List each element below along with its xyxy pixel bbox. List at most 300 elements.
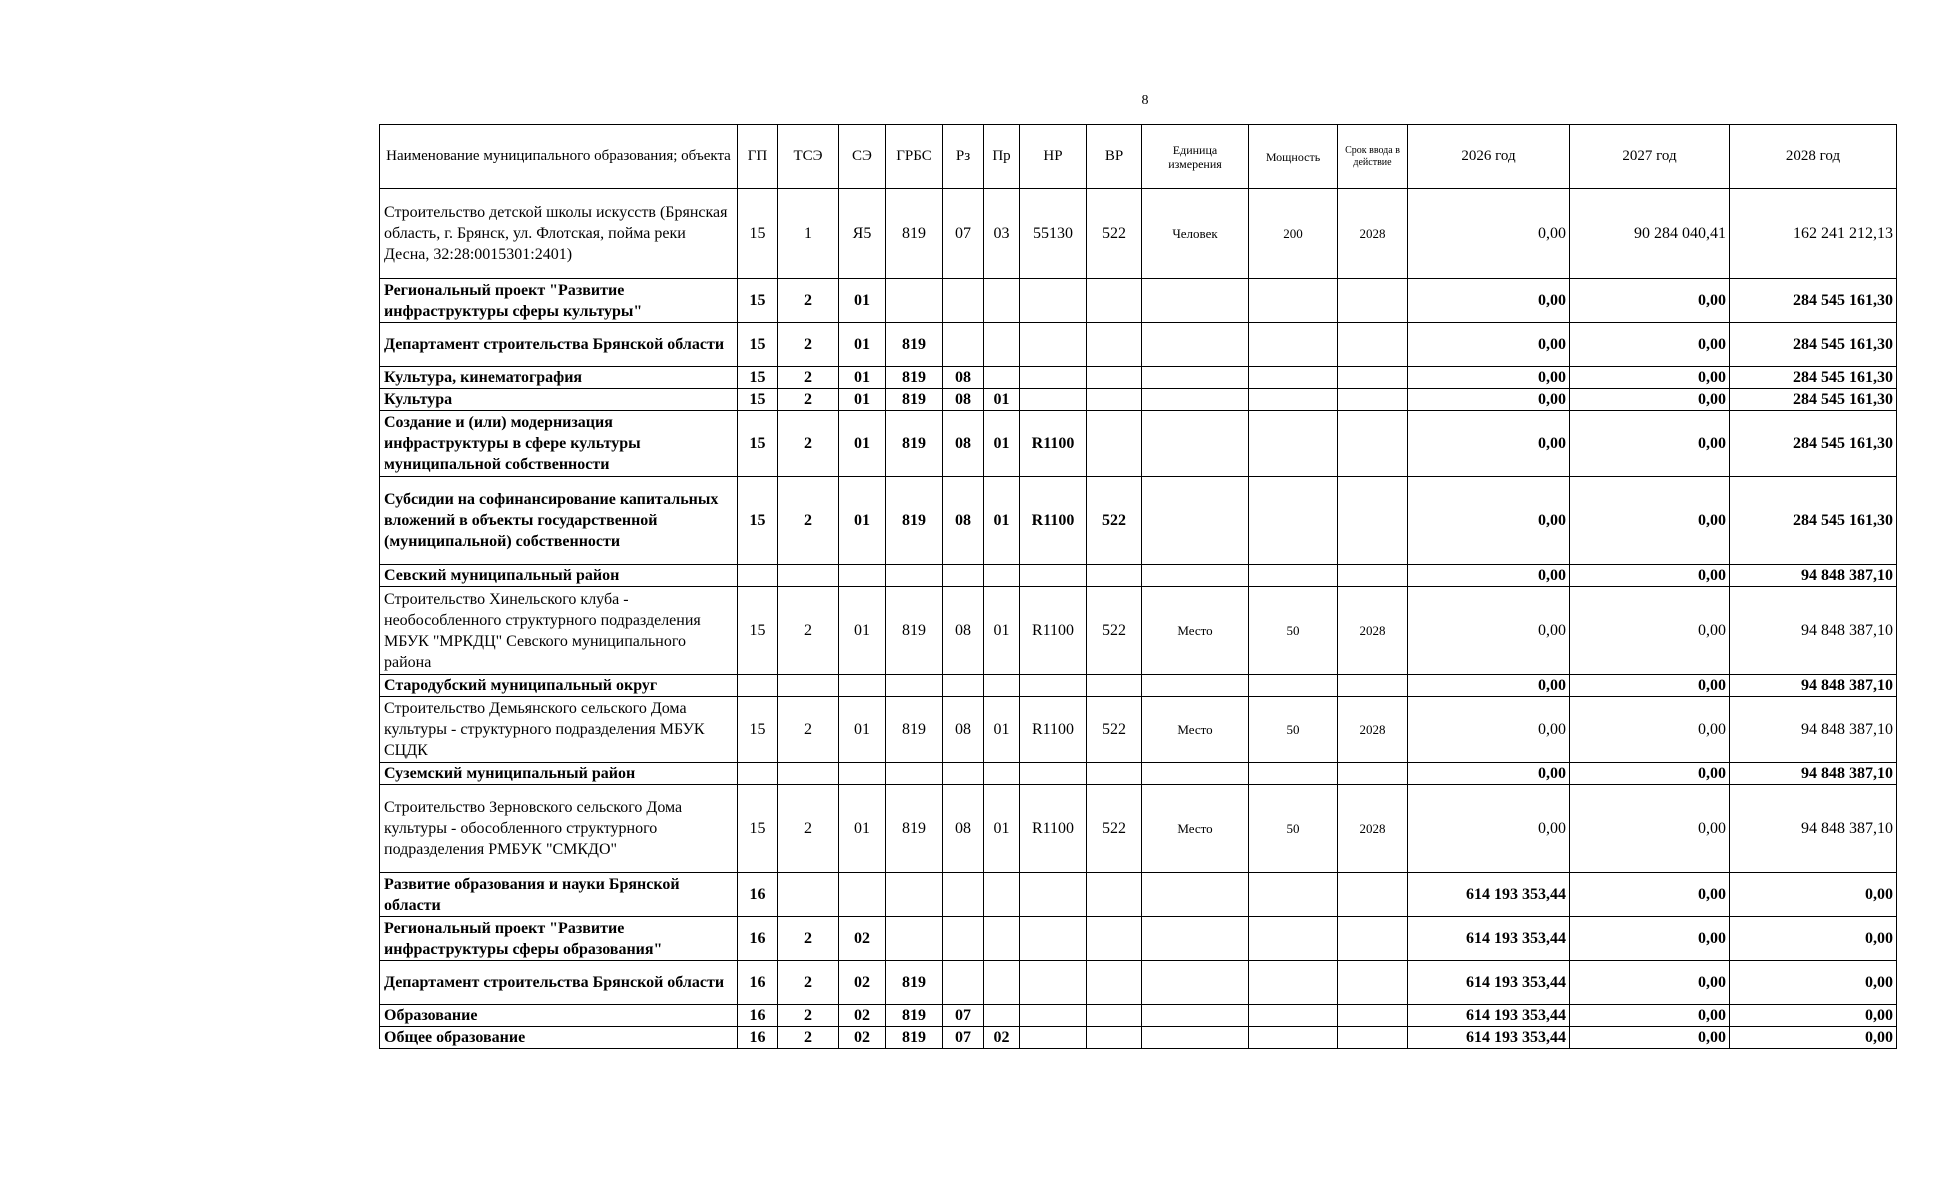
cell-nr bbox=[1020, 1005, 1087, 1027]
cell-year-2026: 614 193 353,44 bbox=[1408, 917, 1570, 961]
cell-year-2027: 0,00 bbox=[1570, 763, 1730, 785]
header-vr: ВР bbox=[1087, 125, 1142, 189]
cell-grbs: 819 bbox=[886, 323, 943, 367]
cell-gp: 16 bbox=[738, 1005, 778, 1027]
cell-name: Департамент строительства Брянской области bbox=[380, 323, 738, 367]
cell-year-2028: 284 545 161,30 bbox=[1730, 367, 1897, 389]
cell-nr bbox=[1020, 961, 1087, 1005]
cell-capacity bbox=[1249, 389, 1338, 411]
cell-year-2026: 0,00 bbox=[1408, 189, 1570, 279]
cell-term bbox=[1338, 411, 1408, 477]
cell-pr bbox=[984, 1005, 1020, 1027]
cell-vr bbox=[1087, 389, 1142, 411]
table-row bbox=[380, 1005, 1897, 1027]
cell-year-2028: 0,00 bbox=[1730, 1005, 1897, 1027]
cell-se: 01 bbox=[839, 279, 886, 323]
cell-term: 2028 bbox=[1338, 587, 1408, 675]
cell-se: 01 bbox=[839, 785, 886, 873]
cell-grbs: 819 bbox=[886, 961, 943, 1005]
cell-vr bbox=[1087, 279, 1142, 323]
cell-unit bbox=[1142, 565, 1249, 587]
cell-vr bbox=[1087, 917, 1142, 961]
cell-pr: 01 bbox=[984, 477, 1020, 565]
cell-nr: R1100 bbox=[1020, 587, 1087, 675]
cell-tse: 2 bbox=[778, 389, 839, 411]
cell-year-2026: 0,00 bbox=[1408, 587, 1570, 675]
cell-pr bbox=[984, 763, 1020, 785]
cell-tse bbox=[778, 675, 839, 697]
cell-nr bbox=[1020, 279, 1087, 323]
cell-nr bbox=[1020, 389, 1087, 411]
cell-year-2026: 0,00 bbox=[1408, 323, 1570, 367]
cell-nr: R1100 bbox=[1020, 785, 1087, 873]
cell-year-2028: 0,00 bbox=[1730, 961, 1897, 1005]
cell-year-2027: 0,00 bbox=[1570, 279, 1730, 323]
cell-unit bbox=[1142, 279, 1249, 323]
cell-term bbox=[1338, 917, 1408, 961]
cell-tse: 2 bbox=[778, 477, 839, 565]
cell-name: Севский муниципальный район bbox=[380, 565, 738, 587]
header-2026: 2026 год bbox=[1408, 125, 1570, 189]
cell-unit bbox=[1142, 477, 1249, 565]
cell-year-2028: 162 241 212,13 bbox=[1730, 189, 1897, 279]
cell-tse: 2 bbox=[778, 279, 839, 323]
cell-pr bbox=[984, 873, 1020, 917]
cell-se: 02 bbox=[839, 961, 886, 1005]
table-row bbox=[380, 189, 1897, 279]
cell-capacity bbox=[1249, 917, 1338, 961]
cell-vr: 522 bbox=[1087, 785, 1142, 873]
table-row bbox=[380, 873, 1897, 917]
cell-tse: 2 bbox=[778, 1027, 839, 1049]
cell-year-2026: 0,00 bbox=[1408, 477, 1570, 565]
cell-grbs: 819 bbox=[886, 189, 943, 279]
cell-year-2028: 0,00 bbox=[1730, 873, 1897, 917]
cell-rz: 08 bbox=[943, 411, 984, 477]
cell-year-2027: 0,00 bbox=[1570, 587, 1730, 675]
cell-se: 01 bbox=[839, 411, 886, 477]
cell-se: 01 bbox=[839, 697, 886, 763]
cell-rz bbox=[943, 565, 984, 587]
cell-gp: 16 bbox=[738, 917, 778, 961]
cell-term bbox=[1338, 675, 1408, 697]
cell-unit bbox=[1142, 323, 1249, 367]
cell-vr: 522 bbox=[1087, 587, 1142, 675]
cell-tse: 2 bbox=[778, 917, 839, 961]
cell-rz: 08 bbox=[943, 389, 984, 411]
cell-term bbox=[1338, 1027, 1408, 1049]
cell-capacity bbox=[1249, 763, 1338, 785]
cell-rz: 07 bbox=[943, 189, 984, 279]
cell-se: 01 bbox=[839, 477, 886, 565]
cell-year-2026: 614 193 353,44 bbox=[1408, 1027, 1570, 1049]
cell-nr: R1100 bbox=[1020, 697, 1087, 763]
cell-nr: 55130 bbox=[1020, 189, 1087, 279]
cell-capacity bbox=[1249, 565, 1338, 587]
cell-year-2027: 0,00 bbox=[1570, 323, 1730, 367]
cell-vr bbox=[1087, 411, 1142, 477]
budget-table bbox=[379, 124, 1897, 1049]
cell-unit: Место bbox=[1142, 587, 1249, 675]
cell-nr bbox=[1020, 1027, 1087, 1049]
cell-gp bbox=[738, 675, 778, 697]
cell-term bbox=[1338, 961, 1408, 1005]
cell-term bbox=[1338, 323, 1408, 367]
header-capacity: Мощность bbox=[1249, 125, 1338, 189]
cell-year-2026: 614 193 353,44 bbox=[1408, 873, 1570, 917]
cell-gp: 15 bbox=[738, 411, 778, 477]
cell-tse: 1 bbox=[778, 189, 839, 279]
table-row bbox=[380, 697, 1897, 763]
cell-capacity bbox=[1249, 961, 1338, 1005]
cell-vr bbox=[1087, 873, 1142, 917]
cell-grbs bbox=[886, 763, 943, 785]
cell-capacity: 50 bbox=[1249, 697, 1338, 763]
cell-term: 2028 bbox=[1338, 785, 1408, 873]
cell-name: Строительство Зерновского сельского Дома культуры - обособленного структурного подразделения РМБУК "СМКДО" bbox=[380, 785, 738, 873]
cell-year-2028: 94 848 387,10 bbox=[1730, 697, 1897, 763]
cell-se bbox=[839, 763, 886, 785]
cell-unit bbox=[1142, 675, 1249, 697]
cell-nr: R1100 bbox=[1020, 411, 1087, 477]
cell-capacity bbox=[1249, 873, 1338, 917]
cell-name: Создание и (или) модернизация инфраструктуры в сфере культуры муниципальной собственности bbox=[380, 411, 738, 477]
cell-pr bbox=[984, 323, 1020, 367]
cell-unit bbox=[1142, 961, 1249, 1005]
cell-se: 01 bbox=[839, 323, 886, 367]
cell-grbs: 819 bbox=[886, 367, 943, 389]
cell-year-2026: 0,00 bbox=[1408, 367, 1570, 389]
cell-vr bbox=[1087, 565, 1142, 587]
table-row bbox=[380, 961, 1897, 1005]
cell-gp bbox=[738, 565, 778, 587]
cell-unit bbox=[1142, 763, 1249, 785]
cell-nr: R1100 bbox=[1020, 477, 1087, 565]
cell-rz bbox=[943, 763, 984, 785]
cell-year-2028: 94 848 387,10 bbox=[1730, 785, 1897, 873]
header-unit: Единица измерения bbox=[1142, 125, 1249, 189]
cell-vr: 522 bbox=[1087, 477, 1142, 565]
cell-nr bbox=[1020, 675, 1087, 697]
cell-se: 01 bbox=[839, 389, 886, 411]
cell-year-2027: 0,00 bbox=[1570, 697, 1730, 763]
cell-unit bbox=[1142, 367, 1249, 389]
cell-unit: Место bbox=[1142, 785, 1249, 873]
cell-term bbox=[1338, 763, 1408, 785]
cell-capacity bbox=[1249, 367, 1338, 389]
cell-name: Региональный проект "Развитие инфраструктуры сферы культуры" bbox=[380, 279, 738, 323]
cell-nr bbox=[1020, 873, 1087, 917]
cell-rz bbox=[943, 323, 984, 367]
cell-unit: Место bbox=[1142, 697, 1249, 763]
cell-pr: 01 bbox=[984, 697, 1020, 763]
cell-year-2027: 0,00 bbox=[1570, 1027, 1730, 1049]
cell-year-2028: 284 545 161,30 bbox=[1730, 323, 1897, 367]
cell-tse: 2 bbox=[778, 323, 839, 367]
cell-grbs bbox=[886, 873, 943, 917]
cell-year-2026: 614 193 353,44 bbox=[1408, 1005, 1570, 1027]
cell-year-2026: 0,00 bbox=[1408, 279, 1570, 323]
header-term: Срок ввода в действие bbox=[1338, 125, 1408, 189]
cell-pr: 01 bbox=[984, 389, 1020, 411]
cell-name: Строительство Хинельского клуба - необособленного структурного подразделения МБУК "МРКДЦ" Севского муниципального района bbox=[380, 587, 738, 675]
cell-grbs: 819 bbox=[886, 1005, 943, 1027]
cell-grbs bbox=[886, 675, 943, 697]
cell-pr: 02 bbox=[984, 1027, 1020, 1049]
cell-tse bbox=[778, 873, 839, 917]
cell-gp: 15 bbox=[738, 279, 778, 323]
cell-grbs: 819 bbox=[886, 785, 943, 873]
cell-capacity: 50 bbox=[1249, 785, 1338, 873]
cell-nr bbox=[1020, 323, 1087, 367]
cell-year-2027: 0,00 bbox=[1570, 389, 1730, 411]
cell-nr bbox=[1020, 565, 1087, 587]
cell-unit: Человек bbox=[1142, 189, 1249, 279]
cell-rz: 07 bbox=[943, 1027, 984, 1049]
table-row bbox=[380, 917, 1897, 961]
cell-gp: 15 bbox=[738, 367, 778, 389]
cell-grbs: 819 bbox=[886, 389, 943, 411]
cell-unit bbox=[1142, 1027, 1249, 1049]
cell-se bbox=[839, 873, 886, 917]
cell-gp: 15 bbox=[738, 785, 778, 873]
cell-rz: 08 bbox=[943, 587, 984, 675]
table-row bbox=[380, 675, 1897, 697]
cell-vr bbox=[1087, 763, 1142, 785]
cell-unit bbox=[1142, 411, 1249, 477]
cell-unit bbox=[1142, 389, 1249, 411]
table-row bbox=[380, 763, 1897, 785]
table-row bbox=[380, 477, 1897, 565]
cell-unit bbox=[1142, 1005, 1249, 1027]
cell-rz bbox=[943, 873, 984, 917]
header-pr: Пр bbox=[984, 125, 1020, 189]
page-number: 8 bbox=[1141, 93, 1149, 108]
cell-grbs bbox=[886, 279, 943, 323]
cell-year-2027: 90 284 040,41 bbox=[1570, 189, 1730, 279]
cell-capacity: 50 bbox=[1249, 587, 1338, 675]
cell-capacity bbox=[1249, 675, 1338, 697]
cell-tse: 2 bbox=[778, 1005, 839, 1027]
cell-pr bbox=[984, 917, 1020, 961]
cell-year-2027: 0,00 bbox=[1570, 675, 1730, 697]
cell-capacity bbox=[1249, 323, 1338, 367]
cell-year-2026: 0,00 bbox=[1408, 411, 1570, 477]
cell-year-2026: 0,00 bbox=[1408, 675, 1570, 697]
cell-se: Я5 bbox=[839, 189, 886, 279]
cell-se: 02 bbox=[839, 1005, 886, 1027]
cell-name: Строительство Демьянского сельского Дома культуры - структурного подразделения МБУК СЦДК bbox=[380, 697, 738, 763]
cell-gp: 15 bbox=[738, 477, 778, 565]
cell-se: 01 bbox=[839, 367, 886, 389]
cell-tse: 2 bbox=[778, 587, 839, 675]
cell-pr bbox=[984, 565, 1020, 587]
cell-name: Региональный проект "Развитие инфраструктуры сферы образования" bbox=[380, 917, 738, 961]
cell-gp: 15 bbox=[738, 389, 778, 411]
cell-term bbox=[1338, 367, 1408, 389]
cell-grbs: 819 bbox=[886, 1027, 943, 1049]
cell-year-2027: 0,00 bbox=[1570, 367, 1730, 389]
cell-year-2028: 0,00 bbox=[1730, 1027, 1897, 1049]
cell-pr: 01 bbox=[984, 785, 1020, 873]
cell-unit bbox=[1142, 873, 1249, 917]
cell-name: Департамент строительства Брянской области bbox=[380, 961, 738, 1005]
cell-tse bbox=[778, 763, 839, 785]
header-2027: 2027 год bbox=[1570, 125, 1730, 189]
cell-gp: 15 bbox=[738, 323, 778, 367]
cell-grbs: 819 bbox=[886, 477, 943, 565]
cell-year-2027: 0,00 bbox=[1570, 917, 1730, 961]
cell-term bbox=[1338, 873, 1408, 917]
cell-pr: 01 bbox=[984, 587, 1020, 675]
cell-term bbox=[1338, 1005, 1408, 1027]
cell-year-2026: 0,00 bbox=[1408, 565, 1570, 587]
cell-pr: 03 bbox=[984, 189, 1020, 279]
cell-year-2026: 0,00 bbox=[1408, 697, 1570, 763]
cell-capacity bbox=[1249, 1005, 1338, 1027]
cell-tse: 2 bbox=[778, 411, 839, 477]
cell-year-2028: 284 545 161,30 bbox=[1730, 477, 1897, 565]
cell-gp: 15 bbox=[738, 697, 778, 763]
cell-rz bbox=[943, 917, 984, 961]
cell-capacity bbox=[1249, 411, 1338, 477]
cell-tse: 2 bbox=[778, 697, 839, 763]
header-se: СЭ bbox=[839, 125, 886, 189]
table-row bbox=[380, 279, 1897, 323]
cell-year-2028: 284 545 161,30 bbox=[1730, 279, 1897, 323]
cell-year-2028: 94 848 387,10 bbox=[1730, 587, 1897, 675]
cell-name: Общее образование bbox=[380, 1027, 738, 1049]
cell-rz bbox=[943, 279, 984, 323]
cell-year-2026: 0,00 bbox=[1408, 785, 1570, 873]
cell-term bbox=[1338, 565, 1408, 587]
cell-nr bbox=[1020, 367, 1087, 389]
cell-capacity bbox=[1249, 1027, 1338, 1049]
cell-se bbox=[839, 675, 886, 697]
cell-name: Стародубский муниципальный округ bbox=[380, 675, 738, 697]
cell-rz bbox=[943, 961, 984, 1005]
cell-se: 01 bbox=[839, 587, 886, 675]
header-tse: ТСЭ bbox=[778, 125, 839, 189]
cell-name: Субсидии на софинансирование капитальных вложений в объекты государственной (муниципальной) собственности bbox=[380, 477, 738, 565]
cell-tse: 2 bbox=[778, 961, 839, 1005]
table-row bbox=[380, 785, 1897, 873]
table-row bbox=[380, 1027, 1897, 1049]
cell-vr: 522 bbox=[1087, 189, 1142, 279]
cell-name: Суземский муниципальный район bbox=[380, 763, 738, 785]
cell-vr: 522 bbox=[1087, 697, 1142, 763]
cell-grbs: 819 bbox=[886, 697, 943, 763]
header-nr: НР bbox=[1020, 125, 1087, 189]
cell-term: 2028 bbox=[1338, 697, 1408, 763]
table-row bbox=[380, 389, 1897, 411]
cell-gp bbox=[738, 763, 778, 785]
cell-name: Культура, кинематография bbox=[380, 367, 738, 389]
cell-grbs bbox=[886, 565, 943, 587]
cell-rz: 08 bbox=[943, 697, 984, 763]
cell-gp: 16 bbox=[738, 1027, 778, 1049]
cell-year-2028: 94 848 387,10 bbox=[1730, 763, 1897, 785]
cell-vr bbox=[1087, 961, 1142, 1005]
cell-year-2028: 284 545 161,30 bbox=[1730, 411, 1897, 477]
cell-year-2027: 0,00 bbox=[1570, 1005, 1730, 1027]
cell-year-2026: 0,00 bbox=[1408, 389, 1570, 411]
cell-term: 2028 bbox=[1338, 189, 1408, 279]
header-grbs: ГРБС bbox=[886, 125, 943, 189]
header-gp: ГП bbox=[738, 125, 778, 189]
cell-year-2027: 0,00 bbox=[1570, 411, 1730, 477]
cell-name: Культура bbox=[380, 389, 738, 411]
cell-gp: 15 bbox=[738, 587, 778, 675]
cell-se: 02 bbox=[839, 1027, 886, 1049]
cell-capacity bbox=[1249, 279, 1338, 323]
cell-tse: 2 bbox=[778, 367, 839, 389]
cell-year-2026: 0,00 bbox=[1408, 763, 1570, 785]
cell-year-2027: 0,00 bbox=[1570, 565, 1730, 587]
cell-grbs: 819 bbox=[886, 411, 943, 477]
cell-pr bbox=[984, 279, 1020, 323]
table-header-row bbox=[380, 125, 1897, 189]
cell-term bbox=[1338, 389, 1408, 411]
cell-year-2027: 0,00 bbox=[1570, 961, 1730, 1005]
cell-year-2027: 0,00 bbox=[1570, 477, 1730, 565]
cell-rz: 08 bbox=[943, 477, 984, 565]
cell-capacity: 200 bbox=[1249, 189, 1338, 279]
cell-year-2027: 0,00 bbox=[1570, 873, 1730, 917]
header-name: Наименование муниципального образования; объекта bbox=[380, 125, 738, 189]
cell-grbs: 819 bbox=[886, 587, 943, 675]
cell-rz bbox=[943, 675, 984, 697]
cell-grbs bbox=[886, 917, 943, 961]
table-row bbox=[380, 367, 1897, 389]
cell-name: Образование bbox=[380, 1005, 738, 1027]
header-2028: 2028 год bbox=[1730, 125, 1897, 189]
cell-year-2028: 94 848 387,10 bbox=[1730, 675, 1897, 697]
cell-rz: 08 bbox=[943, 367, 984, 389]
cell-year-2028: 284 545 161,30 bbox=[1730, 389, 1897, 411]
cell-term bbox=[1338, 477, 1408, 565]
cell-tse bbox=[778, 565, 839, 587]
cell-year-2027: 0,00 bbox=[1570, 785, 1730, 873]
header-rz: Рз bbox=[943, 125, 984, 189]
cell-year-2026: 614 193 353,44 bbox=[1408, 961, 1570, 1005]
cell-gp: 16 bbox=[738, 961, 778, 1005]
table-row bbox=[380, 411, 1897, 477]
cell-vr bbox=[1087, 675, 1142, 697]
cell-vr bbox=[1087, 323, 1142, 367]
cell-vr bbox=[1087, 1027, 1142, 1049]
cell-se: 02 bbox=[839, 917, 886, 961]
cell-nr bbox=[1020, 917, 1087, 961]
cell-se bbox=[839, 565, 886, 587]
cell-term bbox=[1338, 279, 1408, 323]
cell-vr bbox=[1087, 367, 1142, 389]
cell-vr bbox=[1087, 1005, 1142, 1027]
cell-capacity bbox=[1249, 477, 1338, 565]
cell-year-2028: 0,00 bbox=[1730, 917, 1897, 961]
table-row bbox=[380, 323, 1897, 367]
cell-gp: 15 bbox=[738, 189, 778, 279]
table-body bbox=[380, 189, 1897, 1049]
cell-tse: 2 bbox=[778, 785, 839, 873]
cell-pr bbox=[984, 675, 1020, 697]
cell-pr bbox=[984, 961, 1020, 1005]
cell-pr bbox=[984, 367, 1020, 389]
table-row bbox=[380, 587, 1897, 675]
cell-name: Строительство детской школы искусств (Брянская область, г. Брянск, ул. Флотская, пойма реки Десна, 32:28:0015301:2401) bbox=[380, 189, 738, 279]
cell-gp: 16 bbox=[738, 873, 778, 917]
cell-pr: 01 bbox=[984, 411, 1020, 477]
